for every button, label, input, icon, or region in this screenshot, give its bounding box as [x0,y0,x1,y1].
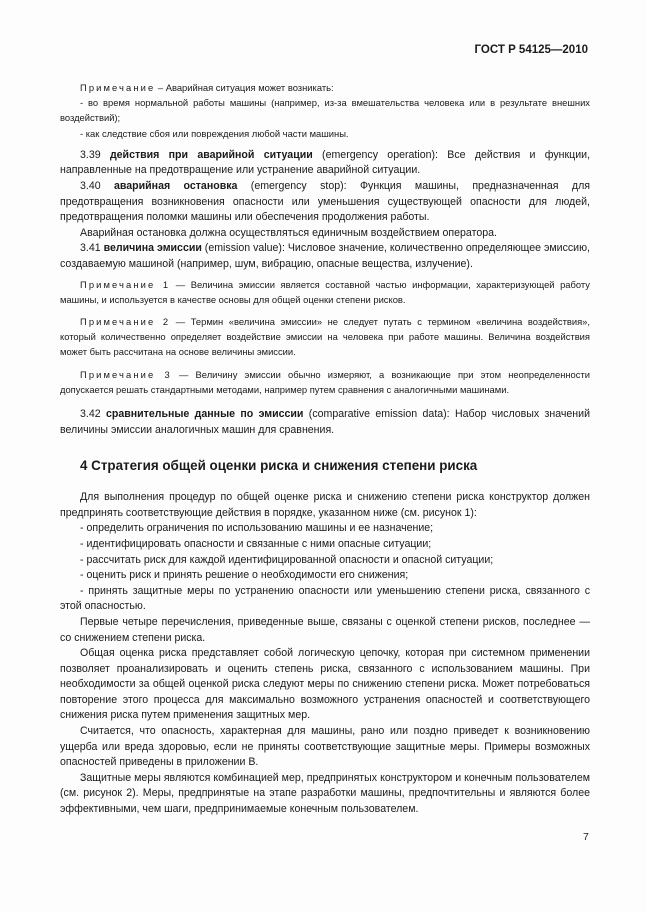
note-2 [60,314,590,360]
note-1 [60,277,590,307]
note-label: Примечание [80,82,156,93]
note-text: — Термин «величина эмиссии» не следует путать с термином «величина воздействия», который количественно определяет воздействие эмиссии на человека при работе машины. Величина воздействия может быть рассчитана на основе величины эмиссии. [60,315,590,358]
definition-term: сравнительные данные по эмиссии [105,407,304,420]
section-intro: Для выполнения процедур по общей оценке риска и снижению степени риска конструктор должен предпринять соответствующие действия в порядке, указанном ниже (см. рисунок 1): [60,491,590,519]
definition-term: аварийная остановка [114,180,238,192]
definition-text: (emission value): Числовое значение, количественно определяющее эмиссию, создаваемую машиной (например, шум, вибрацию, опасные вещества, излучение). [60,242,590,270]
definition-term: величина эмиссии [103,242,202,255]
definition-extra: Аварийная остановка должна осуществляться единичным воздействием оператора. [80,226,497,239]
note-label: Примечание 2 [80,315,171,327]
note-emergency [60,80,590,95]
list-item: - принять защитные меры по устранению опасности или уменьшению степени риска, связанного с этой опасностью. [60,584,590,613]
list-item: - оценить риск и принять решение о необходимости его снижения; [80,569,409,582]
definition-3-40 [60,179,590,226]
note-item: - как следствие сбоя или повреждения любой части машины. [80,127,349,139]
page-number: 7 [583,831,589,843]
standard-header: ГОСТ Р 54125—2010 [474,44,588,56]
definition-number: 3.40 [80,180,115,192]
note-item: - во время нормальной работы машины (например, из-за вмешательства человека или в результате внешних воздействий); [60,97,590,124]
list-item: - определить ограничения по использованию машины и ее назначение; [80,522,434,535]
section-4-title: 4 Стратегия общей оценки риска и снижения степени риска [80,458,478,474]
list-item: - идентифицировать опасности и связанные с ними опасные ситуации; [80,537,432,550]
paragraph: Первые четыре перечисления, приведенные выше, связаны с оценкой степени рисков, последнее — со снижением степени риска. [60,615,590,644]
note-label: Примечание 1 [80,278,171,290]
note-text: — Величину эмиссии обычно измеряют, а возникающие при этом неопределенности допускается решать стандартными методами, например путем сравнения с аналогичными машинами. [60,368,590,395]
definition-number: 3.41 [80,242,104,255]
paragraph: Общая оценка риска представляет собой логическую цепочку, которая при системном применении позволяет проанализировать и оценить степень риска, связанного с использованием машины. При необходимости за общей оценкой риска следуют меры по снижению степени риска. Может потребоваться повторение этого процесса для максимально возможного устранения опасностей и соответствующего снижения риска путем применения защитных мер. [60,647,590,722]
definition-text: (comparative emission data): Набор числовых значений величины эмиссии аналогичных машин для сравнения. [60,407,590,436]
note-3 [60,367,590,397]
definition-number: 3.42 [80,407,106,420]
definition-3-42 [60,407,590,438]
definition-number: 3.39 [80,148,110,161]
paragraph: Защитные меры являются комбинацией мер, предпринятых конструктором и конечным пользователем (см. рисунок 2). Меры, предпринятые на этапе разработки машины, предпочтительны и являются более эффективными, чем шаги, предпринимаемые конечным пользователем. [60,771,590,816]
definition-term: действия при аварийной ситуации [109,148,313,161]
note-text: — Величина эмиссии является составной частью информации, характеризующей работу машины, и используется в качестве основы для общей оценки степени рисков. [60,278,590,305]
definition-text: (emergency stop): Функция машины, предназначенная для предотвращения возникновения опасности или уменьшения существующей опасности для людей, предотвращения поломки машины или обеспечения продолжения работы. [60,180,590,224]
paragraph: Считается, что опасность, характерная для машины, рано или поздно приведет к возникновению ущерба или вреда здоровью, если не приняты соответствующие защитные меры. Примеры возможных опасностей приведены в приложении В. [60,725,590,769]
list-item: - рассчитать риск для каждой идентифицированной опасности и опасной ситуации; [80,553,494,566]
page-content [60,80,590,818]
definition-3-41 [60,241,590,272]
definition-3-39 [60,148,590,179]
note-label: Примечание 3 [80,368,172,380]
definition-text: (emergency operation): Все действия и функции, направленные на предотвращение или устранение аварийной ситуации. [60,148,591,177]
note-text: – Аварийная ситуация может возникать: [155,82,334,93]
